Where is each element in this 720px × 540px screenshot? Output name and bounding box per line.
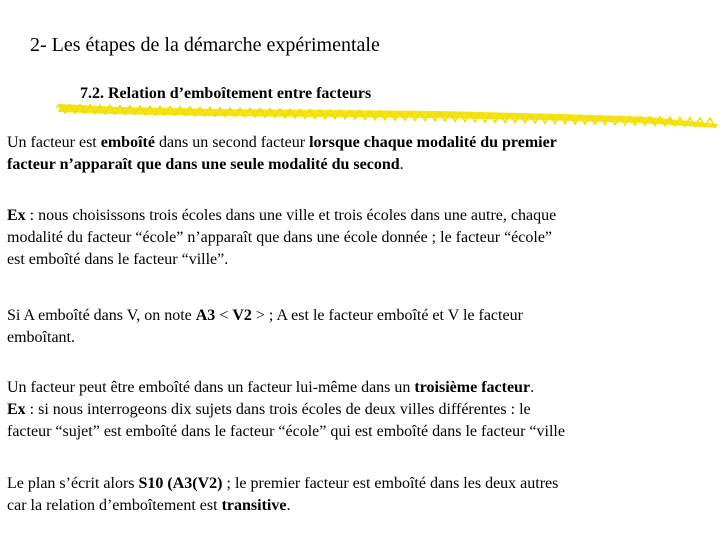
bold-term: S10 (A3(V2) [138, 475, 223, 492]
plan-paragraph [7, 473, 719, 517]
bold-term: emboîté [100, 134, 155, 151]
plan-line-1 [7, 473, 719, 495]
definition-line-2 [7, 154, 719, 176]
text-span: : nous choisissons trois écoles dans une ville et trois écoles dans une autre, chaque [25, 207, 557, 224]
text-span: car la relation d’emboîtement est [7, 497, 222, 514]
third-factor-line-2 [7, 399, 719, 421]
section-subtitle [80, 84, 371, 104]
example-line-3: est emboîté dans le facteur “ville”. [7, 251, 229, 268]
plan-line-2 [7, 495, 719, 517]
bold-term: V2 [232, 307, 252, 324]
text-span: dans un second facteur [154, 134, 310, 151]
bold-term: facteur n’apparaît que dans une seule modalité du second [7, 156, 400, 173]
text-span: . [286, 497, 291, 514]
bold-term: lorsque chaque modalité du premier [309, 134, 557, 151]
notation-line-1 [7, 305, 719, 327]
example-line-1 [7, 205, 719, 227]
example-line-2: modalité du facteur “école” n’apparaît que dans une école donnée ; le facteur “école” [7, 229, 553, 246]
text-span: Un facteur peut être emboîté dans un facteur lui-même dans un [7, 379, 415, 396]
notation-paragraph [7, 305, 719, 349]
ex-label: Ex [7, 207, 26, 224]
definition-line-1 [7, 132, 719, 154]
bold-term: transitive [221, 497, 287, 514]
text-span: Un facteur est [7, 134, 101, 151]
third-factor-line-1 [7, 377, 719, 399]
third-factor-line-3: facteur “sujet” est emboîté dans le facteur “école” qui est emboîté dans le facteur “ville [7, 423, 565, 440]
text-span: Le plan s’écrit alors [7, 475, 139, 492]
slide-title: 2- Les étapes de la démarche expérimentale [30, 34, 380, 56]
text-span: > ; A est le facteur emboîté et V le facteur [251, 307, 523, 324]
text-span: . [399, 156, 404, 173]
ex-label: Ex [7, 401, 26, 418]
text-span: . [530, 379, 535, 396]
third-factor-paragraph [7, 377, 719, 443]
example-paragraph-schools [7, 205, 719, 271]
definition-paragraph [7, 132, 719, 176]
text-span: < [215, 307, 233, 324]
text-span: Si A emboîté dans V, on note [7, 307, 196, 324]
text-span: : si nous interrogeons dix sujets dans trois écoles de deux villes différentes : le [25, 401, 531, 418]
bold-term: A3 [195, 307, 216, 324]
section-subtitle-text: 7.2. Relation d’emboîtement entre facteurs [80, 85, 372, 102]
text-span: ; le premier facteur est emboîté dans les deux autres [222, 475, 559, 492]
notation-line-2: emboîtant. [7, 329, 75, 346]
bold-term: troisième facteur [414, 379, 531, 396]
